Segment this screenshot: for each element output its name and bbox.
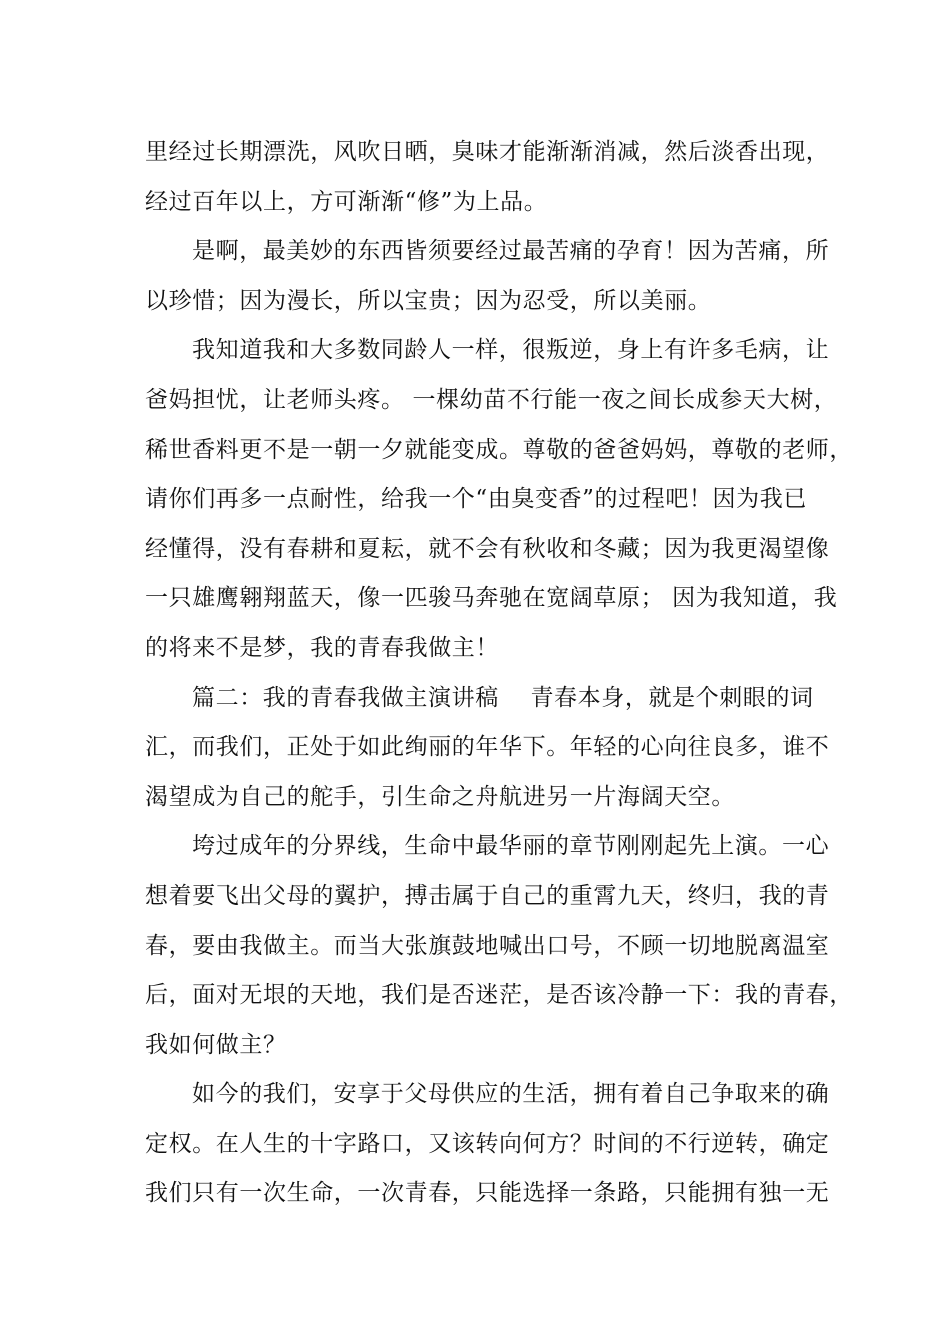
text-line: 篇二：我的青春我做主演讲稿 青春本身，就是个刺眼的词 (192, 684, 814, 711)
text-line: 我知道我和大多数同龄人一样，很叛逆，身上有许多毛病，让 (192, 337, 830, 364)
text-line: 垮过成年的分界线，生命中最华丽的章节刚刚起先上演。一心 (192, 833, 830, 860)
text-line: 请你们再多一点耐性，给我一个“由臭变香”的过程吧！因为我已 (145, 486, 807, 513)
body-text (145, 128, 853, 1219)
text-line: 后，面对无垠的天地，我们是否迷茫，是否该冷静一下：我的青春， (145, 982, 853, 1009)
text-line: 渴望成为自己的舵手，引生命之舟航进另一片海阔天空。 (145, 783, 735, 810)
text-line: 汇，而我们，正处于如此绚丽的年华下。年轻的心向往良多，谁不 (145, 734, 830, 761)
text-line: 一只雄鹰翱翔蓝天，像一匹骏马奔驰在宽阔草原； 因为我知道，我 (145, 585, 838, 612)
text-line: 以珍惜；因为漫长，所以宝贵；因为忍受，所以美丽。 (145, 287, 712, 314)
text-line: 经懂得，没有春耕和夏耘，就不会有秋收和冬藏；因为我更渴望像 (145, 535, 830, 562)
text-line: 我如何做主？ (145, 1031, 287, 1058)
text-line: 稀世香料更不是一朝一夕就能变成。尊敬的爸爸妈妈，尊敬的老师， (145, 436, 853, 463)
text-line: 如今的我们，安享于父母供应的生活，拥有着自己争取来的确 (192, 1081, 830, 1108)
text-line: 爸妈担忧，让老师头疼。 一棵幼苗不行能一夜之间长成参天大树， (145, 386, 838, 413)
text-line: 春，要由我做主。而当大张旗鼓地喊出口号，不顾一切地脱离温室 (145, 932, 830, 959)
text-line: 里经过长期漂洗，风吹日晒，臭味才能渐渐消减，然后淡香出现， (145, 139, 830, 165)
text-line: 我们只有一次生命，一次青春，只能选择一条路，只能拥有独一无 (145, 1180, 830, 1207)
text-line: 是啊，最美妙的东西皆须要经过最苦痛的孕育！因为苦痛，所 (192, 238, 830, 265)
text-line: 的将来不是梦，我的青春我做主！ (145, 634, 499, 661)
text-line: 定权。在人生的十字路口，又该转向何方？时间的不行逆转，确定 (145, 1130, 830, 1157)
text-line: 经过百年以上，方可渐渐“修”为上品。 (145, 188, 548, 215)
text-line: 想着要飞出父母的翼护，搏击属于自己的重霄九天，终归，我的青 (145, 882, 830, 909)
